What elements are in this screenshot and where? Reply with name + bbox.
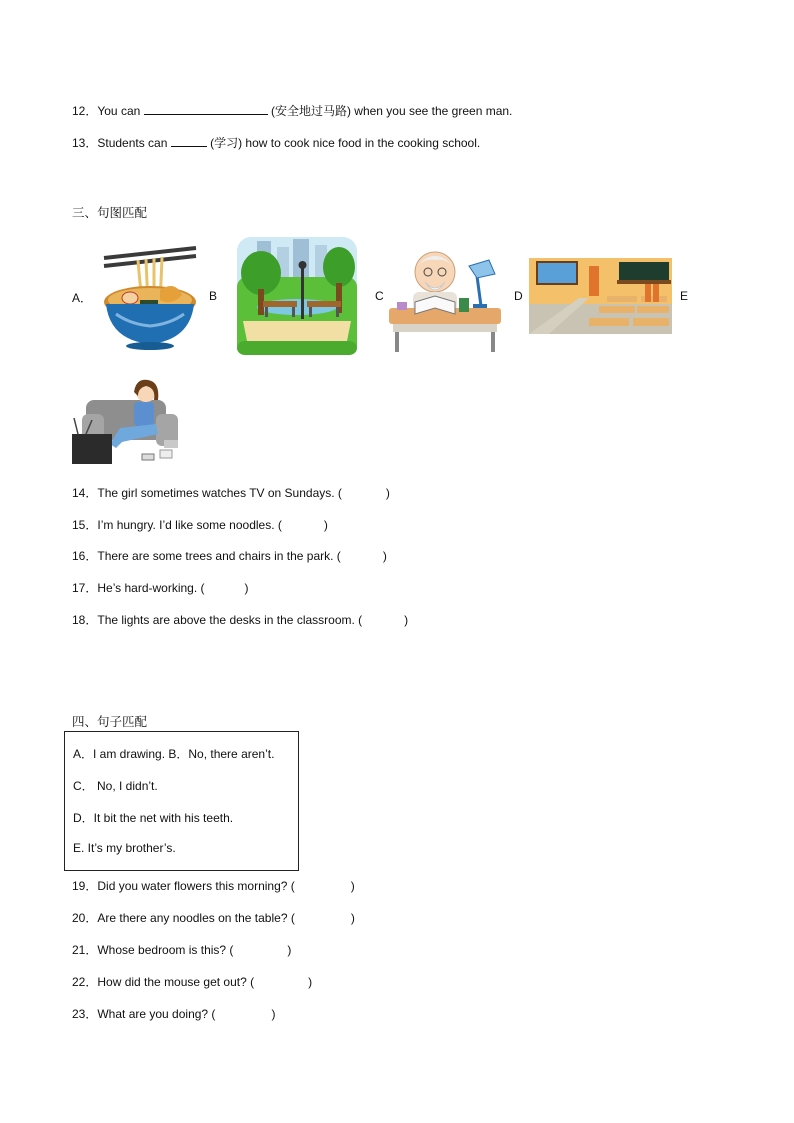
picture-label-c: C — [375, 289, 384, 303]
question-number: 22． — [72, 975, 98, 989]
close-paren: ) — [350, 879, 355, 893]
section-heading: 四、句子匹配 — [72, 715, 148, 729]
question-number: 17． — [72, 581, 98, 595]
section-heading: 三、句图匹配 — [72, 206, 148, 220]
question-16 — [72, 548, 387, 564]
question-number: 14． — [72, 486, 98, 500]
question-text: What are you doing? ( — [97, 1007, 216, 1021]
question-number: 15． — [72, 518, 98, 532]
close-paren: ) — [287, 943, 292, 957]
question-number: 19． — [72, 879, 98, 893]
close-paren: ) — [382, 549, 387, 563]
option-line: A．I am drawing. B．No, there aren’t. — [73, 747, 275, 761]
question-23 — [72, 1006, 275, 1022]
question-text: Students can — [97, 136, 171, 150]
question-number: 21． — [72, 943, 98, 957]
question-text: There are some trees and chairs in the park. ( — [97, 549, 341, 563]
question-text: The lights are above the desks in the classroom. ( — [97, 613, 363, 627]
option-line: D．It bit the net with his teeth. — [73, 811, 234, 825]
question-text: You can — [97, 104, 144, 118]
question-text: Whose bedroom is this? ( — [97, 943, 234, 957]
close-paren: ) — [308, 975, 313, 989]
close-paren: ) — [350, 911, 355, 925]
question-text: Are there any noodles on the table? ( — [97, 911, 295, 925]
question-13 — [72, 135, 480, 151]
question-number: 18． — [72, 613, 98, 627]
question-text: I’m hungry. I’d like some noodles. ( — [97, 518, 282, 532]
picture-label-a: A． — [72, 291, 93, 305]
question-18 — [72, 612, 408, 628]
question-15 — [72, 517, 328, 533]
question-number: 23． — [72, 1007, 98, 1021]
question-17 — [72, 580, 249, 596]
classroom-picture — [529, 258, 672, 334]
park-picture — [237, 237, 357, 355]
question-text: (学习) how to cook nice food in the cooking school. — [206, 136, 481, 150]
close-paren: ) — [271, 1007, 276, 1021]
picture-label-d: D — [514, 289, 523, 303]
option-line: E. It’s my brother’s. — [73, 841, 176, 855]
options-box — [64, 731, 299, 871]
option-line: C． No, I didn’t. — [73, 779, 158, 793]
answer-blank[interactable] — [171, 135, 207, 147]
picture-label-e: E — [680, 289, 689, 303]
close-paren: ) — [385, 486, 390, 500]
question-text: How did the mouse get out? ( — [97, 975, 255, 989]
close-paren: ) — [404, 613, 409, 627]
close-paren: ) — [244, 581, 249, 595]
question-12 — [72, 103, 512, 119]
question-22 — [72, 974, 312, 990]
question-number: 13． — [72, 136, 98, 150]
question-text: He’s hard-working. ( — [97, 581, 205, 595]
question-text: (安全地过马路) when you see the green man. — [267, 104, 513, 118]
answer-blank[interactable] — [144, 103, 268, 115]
question-14 — [72, 485, 390, 501]
question-21 — [72, 942, 291, 958]
question-text: The girl sometimes watches TV on Sundays. ( — [97, 486, 342, 500]
question-19 — [72, 878, 355, 894]
picture-label-b: B — [209, 289, 218, 303]
question-number: 16． — [72, 549, 98, 563]
girl-watching-tv-picture — [72, 378, 188, 466]
question-number: 12． — [72, 104, 98, 118]
question-text: Did you water flowers this morning? ( — [97, 879, 295, 893]
question-20 — [72, 910, 355, 926]
question-number: 20． — [72, 911, 98, 925]
noodle-bowl-picture — [100, 240, 200, 352]
close-paren: ) — [323, 518, 328, 532]
hard-working-man-picture — [385, 236, 505, 356]
